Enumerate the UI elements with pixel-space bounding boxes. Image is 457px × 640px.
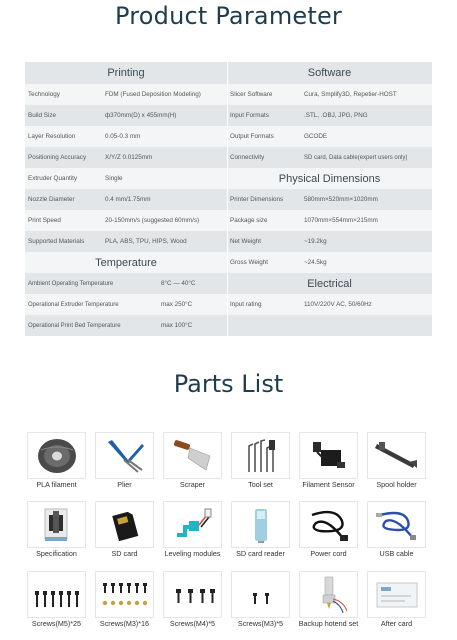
part-label: Scraper (179, 480, 206, 489)
part-item (25, 499, 88, 563)
part-label: Filament Sensor (302, 480, 355, 489)
spec-label: Gross Weight (230, 259, 269, 266)
spec-label: Connectivity (230, 154, 265, 161)
leveling-module-icon (163, 501, 222, 548)
spec-value: 580mm×520mm×1020mm (304, 196, 378, 203)
part-label: Spool holder (376, 480, 417, 489)
spec-value: X/Y/Z 0.0125mm (105, 154, 153, 161)
page-title: Product Parameter (114, 2, 343, 30)
spec-label: Net Weight (230, 238, 262, 245)
part-item (365, 499, 428, 563)
part-item (365, 430, 428, 494)
spec-value: ~24.5kg (304, 259, 327, 266)
spec-label: Supported Materials (28, 238, 85, 245)
software-heading: Software (307, 67, 352, 79)
parts-title: Parts List (173, 370, 284, 398)
spec-value: .STL, .OBJ, JPG, PNG (304, 112, 368, 119)
part-label: Screws(M5)*25 (31, 619, 82, 628)
spec-label: Layer Resolution (28, 133, 76, 140)
spec-value: ф370mm(D) x 455mm(H) (105, 112, 177, 119)
part-label: After card (380, 619, 413, 628)
part-item (25, 569, 88, 633)
spec-label: Printer Dimensions (230, 196, 284, 203)
part-item (25, 430, 88, 494)
part-item (161, 569, 224, 633)
spec-value: max 100°C (161, 322, 193, 329)
physical-heading: Physical Dimensions (278, 172, 381, 185)
spec-value: SD card, Data cable(expert users only) (304, 154, 408, 161)
spec-value: 8°C — 40°C (161, 280, 196, 287)
spec-value: 0.05-0.3 mm (105, 133, 141, 140)
hex-keys-icon (231, 432, 290, 479)
parts-grid (25, 430, 430, 635)
spec-value: GCODE (304, 133, 328, 140)
screws-m3-icon (95, 571, 154, 618)
spec-label: Extruder Quantity (28, 175, 77, 182)
spec-label: Nozzle Diameter (28, 196, 75, 203)
part-label: Screws(M3)*16 (99, 619, 150, 628)
screws-m5-icon (27, 571, 86, 618)
spec-label: Positioning Accuracy (28, 154, 87, 161)
power-cord-icon (299, 501, 358, 548)
part-item (297, 569, 360, 633)
part-item (229, 499, 292, 563)
row-bg (25, 126, 432, 147)
part-item (93, 569, 156, 633)
row-bg (25, 231, 432, 252)
part-label: Plier (117, 480, 132, 489)
spec-value: 110V/220V AC, 50/60Hz (304, 301, 372, 308)
spec-value: Cura, Smplify3D, Repetier-HOST (304, 91, 397, 98)
spec-label: Slicer Software (230, 91, 273, 98)
part-label: Screws(M3)*5 (237, 619, 284, 628)
part-item (229, 569, 292, 633)
scraper-icon (163, 432, 222, 479)
spec-label: Build Size (28, 112, 57, 119)
spec-value: 1070mm×554mm×215mm (304, 217, 378, 224)
spec-label: Input Formats (230, 112, 269, 119)
spec-label: Technology (28, 91, 60, 98)
spec-value: 0.4 mm/1.75mm (105, 196, 151, 203)
sd-card-icon (95, 501, 154, 548)
electrical-heading: Electrical (307, 277, 352, 290)
part-item (297, 499, 360, 563)
part-label: Screws(M4)*5 (169, 619, 216, 628)
part-item (161, 499, 224, 563)
row-bg (25, 105, 432, 126)
temperature-heading: Temperature (95, 256, 157, 269)
spec-table (25, 62, 432, 336)
part-label: USB cable (379, 549, 414, 558)
spec-label: Output Formats (230, 133, 274, 140)
spec-label: Operational Print Bed Temperature (28, 322, 121, 329)
spec-value: max 250°C (161, 301, 193, 308)
filament-sensor-icon (299, 432, 358, 479)
spec-label: Input rating (230, 301, 262, 308)
part-label: Tool set (248, 480, 273, 489)
spec-value: PLA, ABS, TPU, HIPS, Wood (105, 238, 187, 245)
part-label: Power cord (310, 549, 347, 558)
spec-label: Operational Extruder Temperature (28, 301, 119, 308)
spec-value: Single (105, 175, 123, 182)
printing-heading: Printing (107, 67, 145, 79)
spool-holder-icon (367, 432, 426, 479)
spec-label: Ambient Operating Temperature (28, 280, 114, 287)
usb-cable-icon (367, 501, 426, 548)
specification-booklet-icon (27, 501, 86, 548)
part-item (229, 430, 292, 494)
spec-value: 20-150mm/s (suggested 60mm/s) (105, 217, 200, 224)
part-label: Specification (36, 549, 77, 558)
plier-icon (95, 432, 154, 479)
spec-label: Print Speed (28, 217, 61, 224)
part-item (93, 430, 156, 494)
part-label: SD card (111, 549, 138, 558)
after-card-icon (367, 571, 426, 618)
part-label: SD card reader (236, 549, 285, 558)
screws-m3-small-icon (231, 571, 290, 618)
part-item (93, 499, 156, 563)
card-reader-icon (231, 501, 290, 548)
part-label: PLA filament (36, 480, 77, 489)
spec-value: FDM (Fused Deposition Modeling) (105, 91, 201, 98)
filament-spool-icon (27, 432, 86, 479)
part-item (297, 430, 360, 494)
column-divider (227, 62, 228, 336)
part-item (161, 430, 224, 494)
part-item (365, 569, 428, 633)
part-label: Leveling modules (164, 549, 221, 558)
hotend-icon (299, 571, 358, 618)
part-label: Backup hotend set (298, 619, 359, 628)
spec-value: ~19.2kg (304, 238, 327, 245)
spec-label: Package size (230, 217, 268, 224)
screws-m4-icon (163, 571, 222, 618)
